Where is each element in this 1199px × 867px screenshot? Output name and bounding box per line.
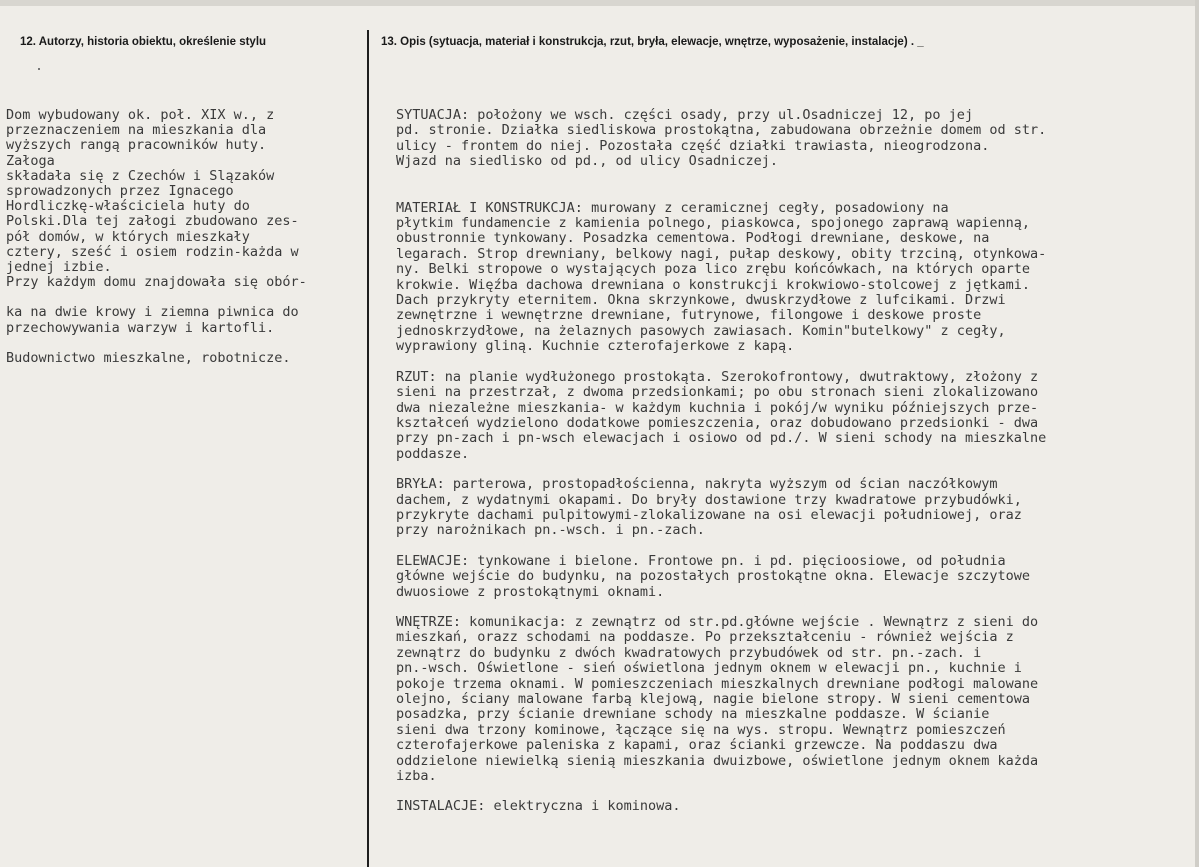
- text-line: Dom wybudowany ok. poł. XIX w., z: [6, 108, 275, 123]
- text-line: ny. Belki stropowe o wystających poza lico zrębu końcówkach, na których oparte: [396, 262, 1030, 278]
- text-line: składała się z Czechów i Ślązaków: [6, 168, 275, 184]
- elevations-section: [396, 554, 1186, 600]
- section-12-header: 12. Autorzy, historia obiektu, określenie stylu: [20, 36, 267, 48]
- text-line: Hordliczkę-właściciela huty do: [6, 199, 250, 215]
- style-paragraph: [6, 351, 364, 366]
- text-line: pokoje trzema oknami. W pomieszczeniach mieszkalnych drewniane podłogi malowane: [396, 676, 1039, 692]
- text-line: przy pn-zach i pn-wsch elewacjach i osiowo od pd./. W sieni schody na mieszkalne: [396, 431, 1047, 447]
- text-line: dachem, z wydatnymi okapami. Do bryły dostawione trzy kwadratowe przybudówki,: [396, 492, 1022, 508]
- text-line: Budownictwo mieszkalne, robotnicze.: [6, 350, 291, 366]
- text-line: pół domów, w których mieszkały: [6, 229, 250, 245]
- interior-section: [396, 615, 1186, 784]
- installations-section: [396, 799, 1186, 814]
- text-line: Załoga: [6, 153, 55, 169]
- description-column: [396, 108, 1186, 830]
- line-gap: [6, 336, 364, 351]
- text-line: olejno, ściany malowane farbą klejową, nagie bielone stropy. W sieni cementowa: [396, 692, 1030, 707]
- situation-section: [396, 108, 1186, 170]
- line-gap: [6, 290, 364, 305]
- text-line: wyprawiony gliną. Kuchnie czterofajerkowe z kapą.: [396, 339, 795, 355]
- text-line: czterofajerkowe paleniska z kapami, oraz ścianki grzewcze. Na poddaszu dwa: [396, 738, 998, 754]
- text-line: BRYŁA: parterowa, prostopadłościenna, nakryta wyższym od ścian naczółkowym: [396, 477, 998, 493]
- text-line: wyższych rangą pracowników huty.: [6, 138, 267, 154]
- text-line: sieni na przestrzał, z dwoma przedsionkami; po obu stronach sieni zlokalizowano: [396, 385, 1039, 401]
- text-line: płytkim fundamencie z kamienia polnego, piaskowca, spojonego zaprawą wapienną,: [396, 216, 1030, 232]
- speck-mark: [38, 68, 40, 70]
- text-line: INSTALACJE: elektryczna i kominowa.: [396, 799, 681, 815]
- text-line: WNĘTRZE: komunikacja: z zewnątrz od str.pd.główne wejście . Wewnątrz z sieni do: [396, 614, 1039, 630]
- text-line: kształceń wydzielono dodatkowe pomieszczenia, oraz dobudowano przedsionki - dwa: [396, 415, 1039, 431]
- text-line: przy narożnikach pn.-wsch. i pn.-zach.: [396, 523, 705, 539]
- text-line: RZUT: na planie wydłużonego prostokąta. Szerokofrontowy, dwutraktowy, złożony z: [396, 369, 1039, 385]
- history-column: [6, 108, 364, 366]
- section-13-header: 13. Opis (sytuacja, materiał i konstrukcja, rzut, bryła, elewacje, wnętrze, wyposażenie, instalacje) . _: [381, 36, 924, 48]
- text-line: cztery, sześć i osiem rodzin-każda w: [6, 244, 299, 260]
- text-line: ELEWACJE: tynkowane i bielone. Frontowe pn. i pd. pięcioosiowe, od południa: [396, 553, 1006, 569]
- text-line: MATERIAŁ I KONSTRUKCJA: murowany z ceramicznej cegły, posadowiony na: [396, 200, 949, 216]
- body-section: [396, 477, 1186, 539]
- text-line: posadzka, przy ścianie drewniane schody na mieszkalne poddasze. W ścianie: [396, 707, 990, 723]
- text-line: mieszkań, orazz schodami na poddasze. Po przekształceniu - również wejścia z: [396, 630, 1014, 646]
- text-line: krokwie. Więźba dachowa drewniana o konstrukcji krokwiowo-stolcowej z jętkami.: [396, 277, 1030, 293]
- text-line: poddasze.: [396, 446, 470, 462]
- text-line: zewnętrzne i wewnętrzne drewniane, futrynowe, filongowe i deskowe proste: [396, 308, 982, 324]
- text-line: przykryte dachami pulpitowymi-zlokalizowane na osi elewacji południowej, oraz: [396, 507, 1022, 523]
- text-line: Polski.Dla tej załogi zbudowano zes-: [6, 214, 299, 230]
- history-paragraph: [6, 305, 364, 335]
- text-line: sieni dwa trzony kominowe, łączące się na wys. stropu. Wewnątrz pomieszczeń: [396, 722, 1006, 738]
- text-line: przeznaczeniem na mieszkania dla: [6, 123, 267, 139]
- text-line: oddzielone niewielką sienią mieszkania dwuizbowe, oświetlone jednym oknem każda: [396, 753, 1039, 769]
- text-line: SYTUACJA: położony we wsch. części osady, przy ul.Osadniczej 12, po jej: [396, 108, 974, 123]
- history-paragraph: [6, 108, 364, 290]
- text-line: jednoskrzydłowe, na żelaznych pasowych zawiasach. Komin"butelkowy" z cegły,: [396, 323, 1006, 339]
- text-line: przechowywania warzyw i kartofli.: [6, 320, 275, 336]
- text-line: ka na dwie krowy i ziemna piwnica do: [6, 305, 299, 321]
- text-line: dwuosiowe z prostokątnymi oknami.: [396, 584, 665, 600]
- material-section: [396, 201, 1186, 355]
- text-line: pd. stronie. Działka siedliskowa prostokątna, zabudowana obrzeżnie domem od str.: [396, 123, 1047, 139]
- text-line: Dach przykryty eternitem. Okna skrzynkowe, dwuskrzydłowe z lufcikami. Drzwi: [396, 293, 1006, 309]
- text-line: sprowadzonych przez Ignacego: [6, 184, 234, 200]
- text-line: Przy każdym domu znajdowała się obór-: [6, 275, 307, 291]
- text-line: Wjazd na siedlisko od pd., od ulicy Osadniczej.: [396, 154, 779, 170]
- text-line: izba.: [396, 769, 437, 785]
- text-line: pn.-wsch. Oświetlone - sień oświetlona jednym oknem w elewacji pn., kuchnie i: [396, 661, 1022, 677]
- text-line: jednej izbie.: [6, 260, 112, 276]
- text-line: legarach. Strop drewniany, belkowy nagi, pułap deskowy, obity trzciną, otynkowa-: [396, 246, 1047, 262]
- page-top-edge: [0, 0, 1199, 6]
- column-divider: [367, 30, 369, 867]
- text-line: zewnątrz do budynku z dwóch kwadratowych przybudówek od str. pn.-zach. i: [396, 645, 982, 661]
- text-line: dwa niezależne mieszkania- w każdym kuchnia i pokój/w wyniku późniejszych prze-: [396, 400, 1039, 416]
- text-line: ulicy - frontem do niej. Pozostała część działki trawiasta, nieogrodzona.: [396, 138, 990, 154]
- plan-section: [396, 370, 1186, 462]
- text-line: główne wejście do budynku, na pozostałych prostokątne okna. Elewacje szczytowe: [396, 569, 1030, 585]
- text-line: obustronnie tynkowany. Posadzka cementowa. Podłogi drewniane, deskowe, na: [396, 231, 990, 247]
- page-right-edge: [1195, 0, 1199, 867]
